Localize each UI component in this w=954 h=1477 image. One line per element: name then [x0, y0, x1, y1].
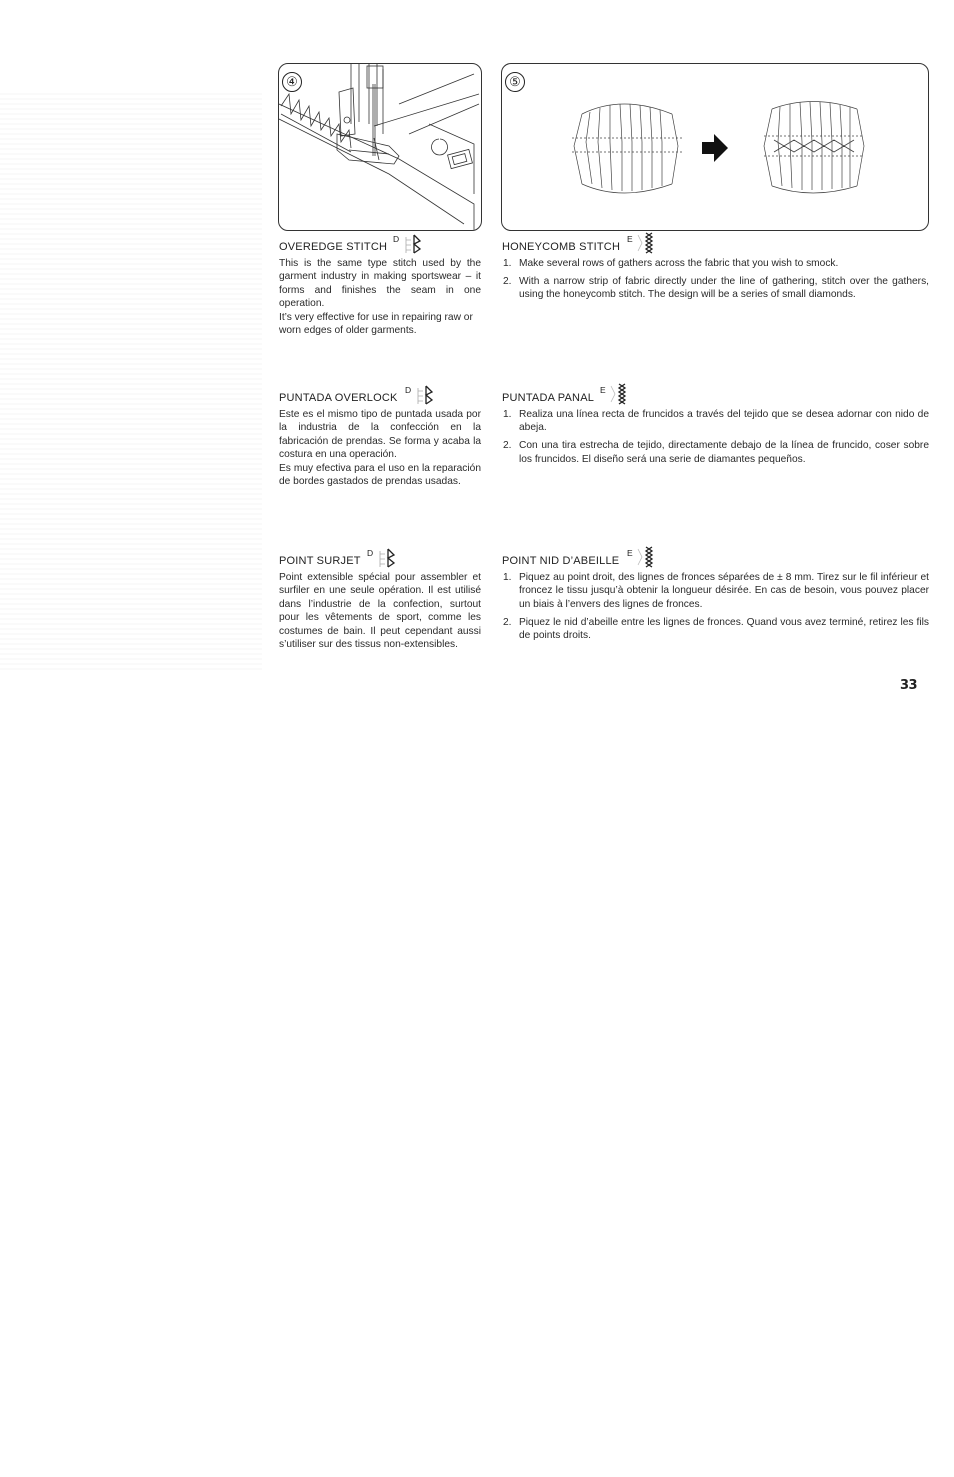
presser-foot-drawing — [279, 64, 481, 230]
stitch-code-label: E — [600, 385, 606, 395]
section-title: HONEYCOMB STITCH — [502, 241, 621, 253]
honeycomb-stitch-en — [502, 233, 929, 306]
overedge-paragraph-2: It’s very effective for use in repairing raw or worn edges of older garments. — [279, 311, 473, 337]
overedge-stitch-icon — [377, 547, 399, 569]
page-number: 33 — [900, 678, 918, 693]
section-title: PUNTADA OVERLOCK — [279, 392, 398, 404]
overedge-paragraph-1: Este es el mismo tipo de puntada usada por la industria de la confección en la fabricación de prendas. Se forma y acaba la costura en una operación. — [279, 409, 481, 461]
section-heading — [279, 233, 481, 257]
honeycomb-stitch-icon — [636, 231, 658, 255]
section-heading — [279, 384, 481, 408]
scan-shading — [0, 90, 262, 670]
stitch-code-label: D — [405, 385, 412, 395]
smocking-before-after-drawing — [502, 64, 928, 230]
overedge-stitch-fr — [279, 547, 481, 651]
section-heading — [502, 233, 929, 257]
honeycomb-stitch-es — [502, 384, 929, 471]
stitch-code-label: E — [627, 234, 633, 244]
list-item: 1. Piquez au point droit, des lignes de fronces séparées de ± 8 mm. Tirez sur le fil inférieur et froncez le tissu jusqu’à obtenir la longueur désirée. En cas de besoin, vous pouvez placer un biais à l’envers des lignes de fronces. — [503, 572, 929, 610]
overedge-paragraph-1: This is the same type stitch used by the garment industry in making sportswear – it forms and finishes the seam in one operation. — [279, 258, 481, 310]
figure-4-number: ④ — [282, 72, 302, 92]
list-item: 1. Realiza una línea recta de fruncidos a través del tejido que se desea adornar con nido de abeja. — [503, 409, 929, 434]
honeycomb-steps-list — [502, 571, 929, 643]
honeycomb-steps-list — [502, 257, 929, 302]
arrow-right-icon — [702, 134, 728, 162]
list-item: 1. Make several rows of gathers across the fabric that you wish to smock. — [503, 258, 839, 269]
list-item: 2. Piquez le nid d’abeille entre les lignes de fronces. Quand vous avez terminé, retirez les fils de points droits. — [503, 616, 929, 642]
overedge-stitch-en — [279, 233, 481, 337]
section-heading — [502, 547, 929, 571]
figure-5-honeycomb-illustration — [501, 63, 929, 231]
overedge-paragraph-1: Point extensible spécial pour assembler et surfiler en une seule opération. Il est utilisé dans l’industrie de la confection, surtout pour les vêtements de sport, comme les costumes de bain. Il peut cependant aussi s’utiliser sur des tissus non-extensibles. — [279, 572, 481, 651]
honeycomb-stitch-icon — [609, 382, 631, 406]
section-title: POINT SURJET — [279, 555, 361, 567]
honeycomb-steps-list — [502, 408, 929, 466]
list-item: 2. Con una tira estrecha de tejido, directamente debajo de la línea de fruncido, coser sobre los fruncidos. El diseño será una serie de diamantes pequeños. — [503, 440, 929, 465]
overedge-stitch-es — [279, 384, 481, 488]
overedge-paragraph-2: Es muy efectiva para el uso en la reparación de bordes gastados de prendas usadas. — [279, 462, 481, 488]
stitch-code-label: D — [393, 234, 400, 244]
section-heading — [279, 547, 481, 571]
stitch-code-label: D — [367, 548, 374, 558]
list-item: 2. With a narrow strip of fabric directly under the line of gathering, stitch over the gathers, using the honeycomb stitch. The design will be a series of small diamonds. — [503, 275, 929, 301]
honeycomb-stitch-icon — [636, 545, 658, 569]
figure-5-number: ⑤ — [505, 72, 525, 92]
stitch-code-label: E — [627, 548, 633, 558]
section-title: PUNTADA PANAL — [502, 392, 595, 404]
honeycomb-stitch-fr — [502, 547, 929, 647]
figure-4-overedge-illustration — [278, 63, 482, 231]
overedge-stitch-icon — [415, 384, 437, 406]
section-heading — [502, 384, 929, 408]
section-title: OVEREDGE STITCH — [279, 241, 388, 253]
section-title: POINT NID D’ABEILLE — [502, 555, 620, 567]
overedge-stitch-icon — [403, 233, 425, 255]
